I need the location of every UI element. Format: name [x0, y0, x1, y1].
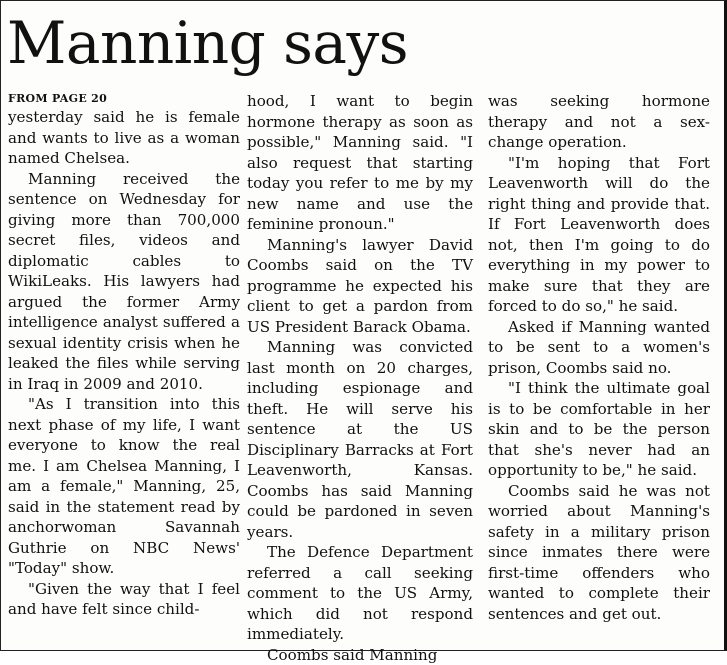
- article-paragraph: "As I transition into this next phase of my life, I want everyone to know the real me. I am Chelsea Manning, I am a female," Manning, 25, said in the statement read by anchorwoman Savannah Guthrie on NBC News' "Today" show.: [8, 394, 240, 579]
- article-paragraph: "Given the way that I feel and have felt since child-: [8, 579, 240, 620]
- article-paragraph: Manning received the sentence on Wednesday for giving more than 700,000 secret files, videos and diplomatic cables to WikiLeaks. His lawyers had argued the former Army intelligence analyst suffered a sexual identity crisis when he leaked the files while serving in Iraq in 2009 and 2010.: [8, 169, 240, 395]
- article-column-1: [8, 91, 240, 620]
- article-paragraph: The Defence Department referred a call seeking comment to the US Army, which did not respond immediately.: [247, 542, 473, 645]
- article-paragraph: "I think the ultimate goal is to be comfortable in her skin and to be the person that she's never had an opportunity to be," he said.: [488, 378, 710, 481]
- article-paragraph: yesterday said he is female and wants to live as a woman named Chelsea.: [8, 107, 240, 169]
- article-paragraph: was seeking hormone therapy and not a sex-change operation.: [488, 91, 710, 153]
- continuation-label: FROM PAGE 20: [8, 91, 240, 107]
- article-paragraph: Manning was convicted last month on 20 charges, including espionage and theft. He will serve his sentence at the US Disciplinary Barracks at Fort Leavenworth, Kansas. Coombs has said Manning could be pardoned in seven years.: [247, 337, 473, 542]
- headline: Manning says: [7, 5, 408, 81]
- article-column-3: [488, 91, 710, 624]
- article-column-2: [247, 91, 473, 665]
- article-paragraph: Asked if Manning wanted to be sent to a women's prison, Coombs said no.: [488, 317, 710, 379]
- article-paragraph: Coombs said Manning: [247, 645, 473, 665]
- article-paragraph: Coombs said he was not worried about Manning's safety in a military prison since inmates there were first-time offenders who wanted to complete their sentences and get out.: [488, 481, 710, 625]
- article-paragraph: "I'm hoping that Fort Leavenworth will do the right thing and provide that. If Fort Leavenworth does not, then I'm going to do everything in my power to make sure that they are forced to do so," he said.: [488, 153, 710, 317]
- article-paragraph: hood, I want to begin hormone therapy as soon as possible," Manning said. "I also request that starting today you refer to me by my new name and use the feminine pronoun.": [247, 91, 473, 235]
- article-paragraph: Manning's lawyer David Coombs said on the TV programme he expected his client to get a pardon from US President Barack Obama.: [247, 235, 473, 338]
